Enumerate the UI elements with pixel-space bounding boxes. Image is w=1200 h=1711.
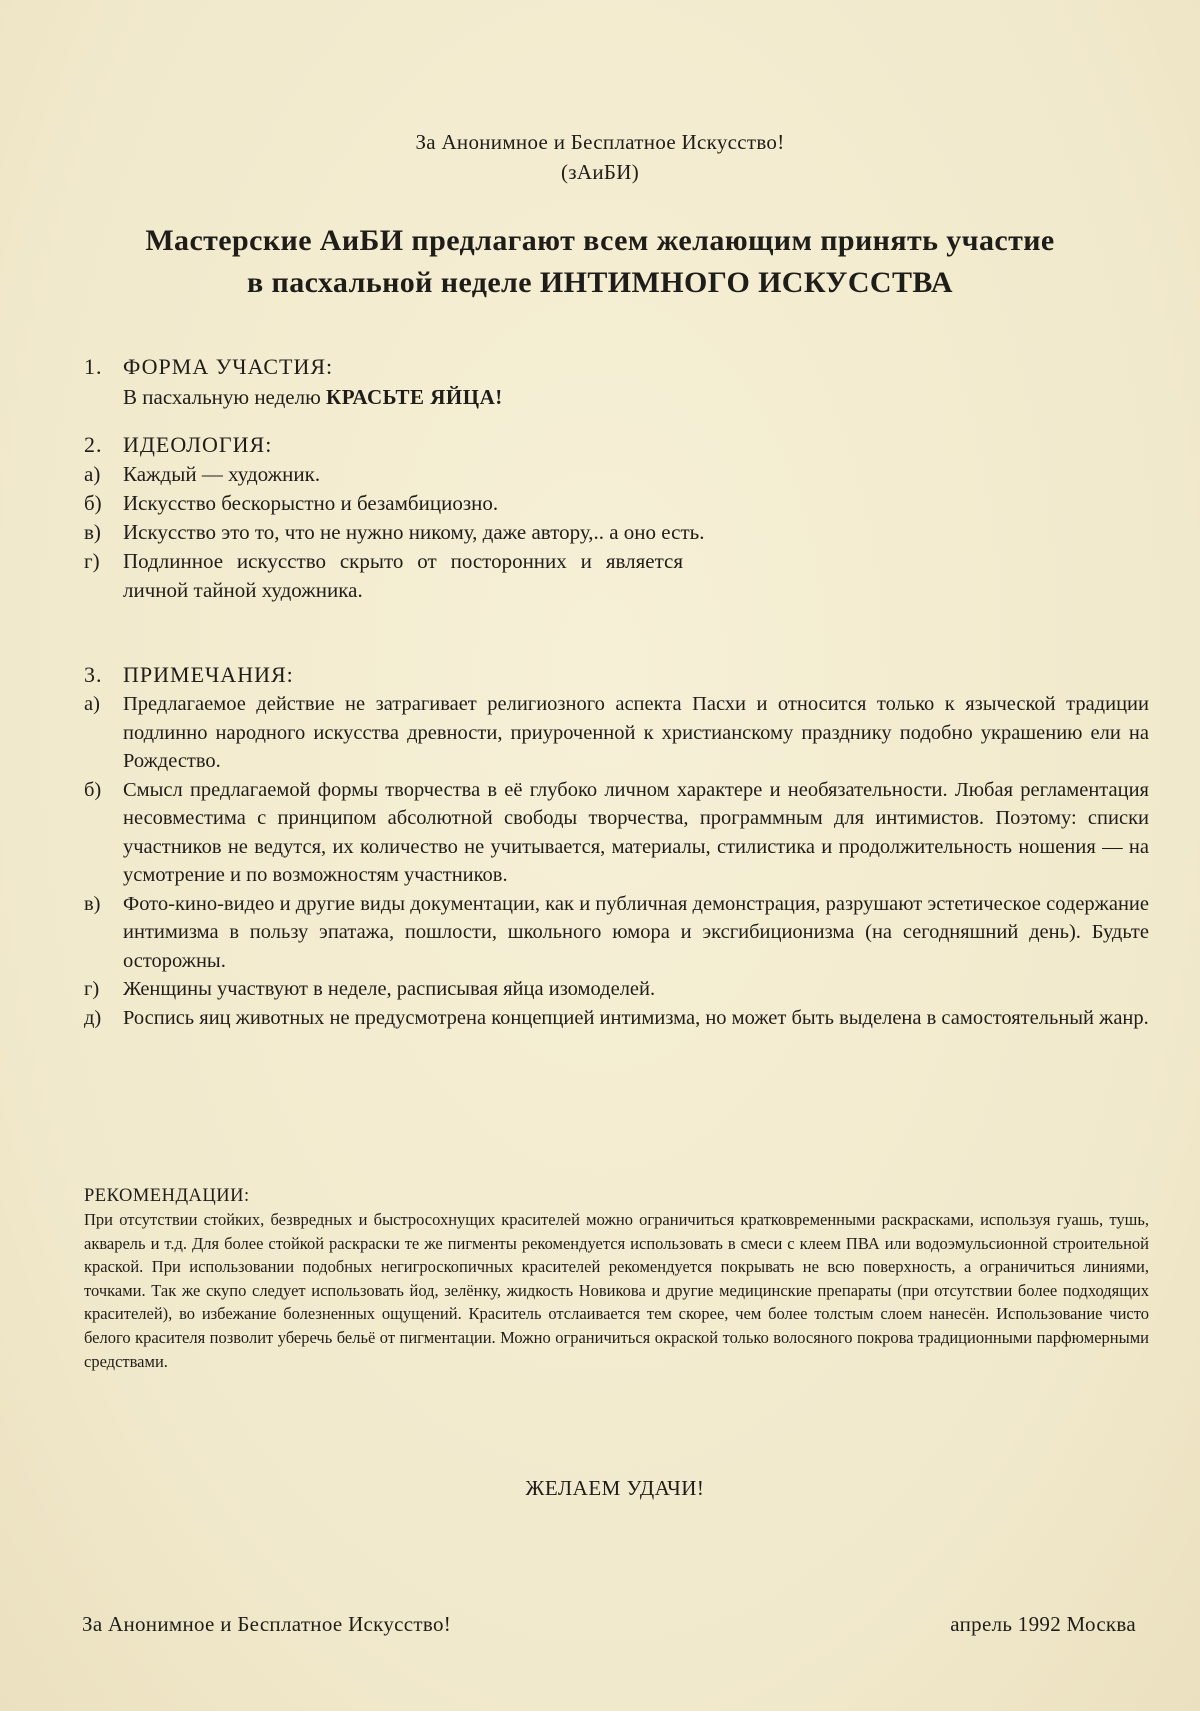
title-line-2: в пасхальной неделе ИНТИМНОГО ИСКУССТВА — [247, 266, 953, 299]
header-slogan: За Анонимное и Бесплатное Искусство! — [415, 130, 785, 154]
list-item — [84, 690, 1149, 776]
recommendations-text: При отсутствии стойких, безвредных и быстросохнущих красителей можно ограничиться кратковременными раскрасками, используя гуашь, тушь, акварель и т.д. Для более стойкой раскраски те же пигменты рекомендуется использовать в смеси с клеем ПВА или водоэмульсионной строительной краской. При использовании подобных негигроскопичных красителей рекомендуется покрывать не всю поверхность, а ограничиться линиями, точками. Так же скупо следует использовать йод, зелёнку, жидкость Новикова и другие медицинские препараты (при отсутствии более подходящих красителей), во избежание болезненных ощущений. Краситель отслаивается тем скорее, чем более толстым слоем нанесён. Использование чисто белого красителя позволит уберечь бельё от пигментации. Можно ограничиться окраской только волосяного покрова традиционными парфюмерными средствами. — [84, 1210, 1149, 1371]
header-abbreviation: (зАиБИ) — [560, 160, 639, 184]
list-item-label: б) — [84, 491, 102, 515]
page-title — [0, 220, 1200, 304]
list-item-text: Каждый — художник. — [123, 462, 321, 486]
list-item — [84, 518, 823, 547]
list-item-text: Фото-кино-видео и другие виды документации, как и публичная демонстрация, разрушают эстетическое содержание интимизма в пользу эпатажа, пошлости, школьного юмора и эксгибиционизма (на сегодняшний день). Будьте осторожны. — [123, 892, 1149, 972]
list-item-text: Смысл предлагаемой формы творчества в её глубоко личном характере и необязательности. Любая регламентация несовместима с принципом абсолютной свободы творчества, программным для интимистов. Поэтому: списки участников не ведутся, их количество не учитывается, материалы, стилистика и продолжительность ношения — на усмотрение и по возможностям участников. — [123, 778, 1149, 886]
section-number: 2. — [84, 432, 103, 457]
section-participation-form — [84, 352, 1149, 412]
list-item-text: Женщины участвуют в неделе, расписывая яйца изомоделей. — [123, 978, 656, 1000]
list-item-text: Подлинное искусство скрыто от посторонних и является личной тайной художника. — [123, 549, 683, 602]
list-item-label: а) — [84, 462, 101, 486]
closing-wish: ЖЕЛАЕМ УДАЧИ! — [525, 1476, 705, 1500]
section-heading — [84, 352, 1149, 382]
list-item-label: г) — [84, 978, 100, 1000]
section-title: ИДЕОЛОГИЯ: — [123, 432, 273, 457]
list-item-label: в) — [84, 892, 101, 915]
list-item-text: Искусство это то, что не нужно никому, даже автору,.. а оно есть. — [123, 520, 705, 544]
title-line-1: Мастерские АиБИ предлагают всем желающим принять участие — [145, 224, 1055, 257]
recommendations — [84, 1184, 1149, 1373]
list-item — [84, 890, 1149, 976]
section-heading — [84, 430, 1149, 460]
list-item — [84, 489, 1149, 518]
section-notes — [84, 660, 1149, 1032]
list-item-label: б) — [84, 778, 102, 801]
section-text-prefix: В пасхальную неделю — [123, 385, 327, 409]
list-item — [84, 975, 1149, 1004]
list-item-label: г) — [84, 549, 100, 573]
section-text-emphasis: КРАСЬТЕ ЯЙЦА! — [326, 385, 503, 409]
section-text — [84, 382, 1149, 412]
footer-slogan: За Анонимное и Бесплатное Искусство! — [82, 1612, 452, 1636]
list-item — [84, 547, 683, 605]
section-title: ФОРМА УЧАСТИЯ: — [123, 354, 334, 379]
section-number: 3. — [84, 662, 103, 687]
list-item-label: а) — [84, 693, 100, 715]
section-ideology — [84, 430, 1149, 605]
recommendations-heading: РЕКОМЕНДАЦИИ: — [84, 1186, 250, 1206]
list-item-label: д) — [84, 1006, 102, 1029]
list-item-label: в) — [84, 520, 101, 544]
list-item-text: Роспись яиц животных не предусмотрена концепцией интимизма, но может быть выделена в самостоятельный жанр. — [123, 1006, 1149, 1029]
section-number: 1. — [84, 354, 103, 379]
list-item-text: Предлагаемое действие не затрагивает религиозного аспекта Пасхи и относится только к языческой традиции подлинно народного искусства древности, приуроченной к христианскому празднику подобно украшению ели на Рождество. — [123, 693, 1149, 772]
list-item — [84, 460, 1149, 489]
list-item — [84, 1004, 1149, 1033]
footer-date-place: апрель 1992 Москва — [950, 1612, 1136, 1636]
section-title: ПРИМЕЧАНИЯ: — [123, 662, 294, 687]
list-item-text: Искусство бескорыстно и безамбициозно. — [123, 491, 499, 515]
section-heading — [84, 660, 1149, 690]
list-item — [84, 776, 1149, 890]
